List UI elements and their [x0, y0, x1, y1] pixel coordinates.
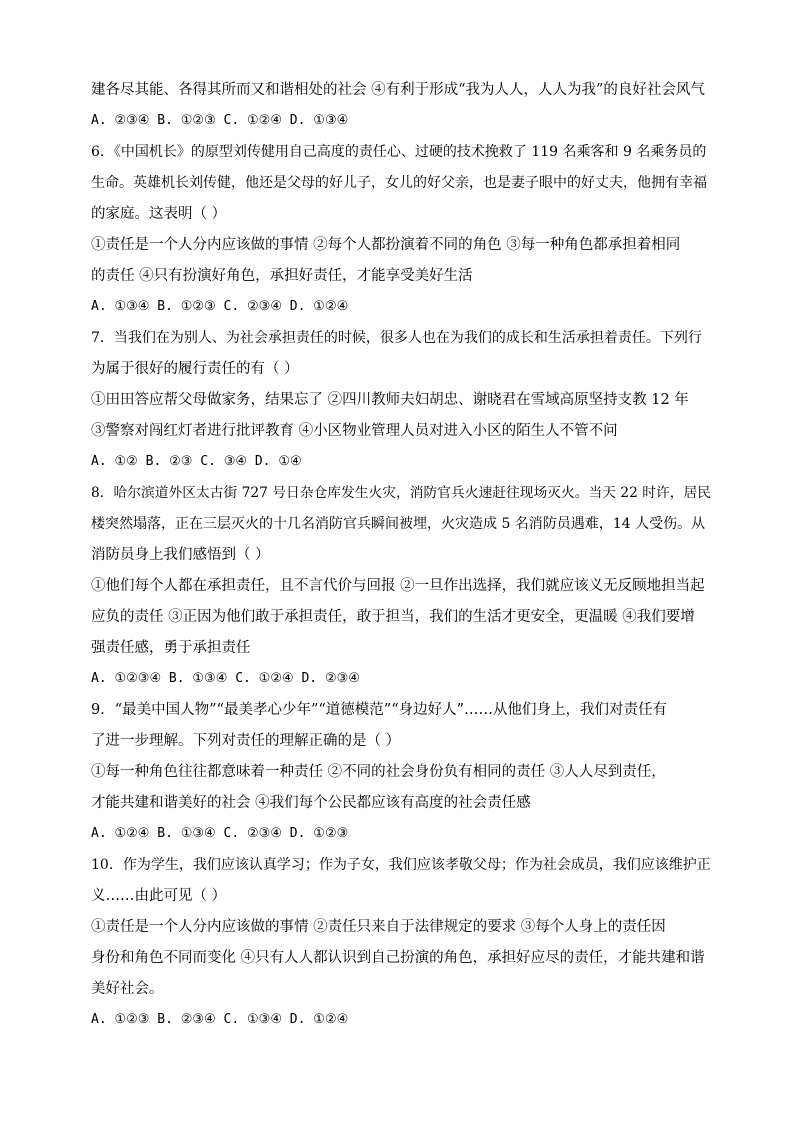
q6-options: A. ①③④ B. ①②③ C. ②③④ D. ①②④: [91, 299, 349, 314]
q10-text-line: 10．作为学生，我们应该认真学习；作为子女，我们应该孝敬父母；作为社会成员，我们应该维护正: [91, 857, 711, 873]
q7-text-line: 7．当我们在为别人、为社会承担责任的时候，很多人也在为我们的成长和生活承担着责任。下列行: [91, 330, 702, 346]
q10-statements: 美好社会。: [91, 981, 164, 997]
q8-text-line: 8．哈尔滨道外区太古街 727 号日杂仓库发生火灾，消防官兵火速赶往现场灭火。当天 22 时许，居民: [91, 485, 711, 501]
q8-statements: 应负的责任 ③正因为他们敢于承担责任，敢于担当，我们的生活才更安全，更温暖 ④我们要增: [91, 609, 695, 625]
q6-statements: 的责任 ④只有扮演好角色，承担好责任，才能享受美好生活: [91, 268, 473, 284]
q8-statements: 强责任感，勇于承担责任: [91, 640, 251, 656]
q6-statements: ①责任是一个人分内应该做的事情 ②每个人都扮演着不同的角色 ③每一种角色都承担着相同: [91, 237, 681, 253]
q9-options: A. ①②④ B. ①③④ C. ②③④ D. ①②③: [91, 826, 349, 841]
q10-text-line: 义……由此可见（ ）: [91, 888, 227, 904]
q6-text-line: 生命。英雄机长刘传健，他还是父母的好儿子，女儿的好父亲，也是妻子眼中的好丈夫，他拥有幸福: [91, 175, 707, 191]
q8-options: A. ①②③④ B. ①③④ C. ①②④ D. ②③④: [91, 671, 360, 686]
q5-options: A. ②③④ B. ①②③ C. ①②④ D. ①③④: [91, 113, 349, 128]
q10-options: A. ①②③ B. ②③④ C. ①③④ D. ①②④: [91, 1012, 349, 1027]
q5-text-line: 建各尽其能、各得其所而又和谐相处的社会 ④有利于形成“我为人人，人人为我”的良好社会风气: [91, 82, 705, 98]
q10-statements: 身份和角色不同而变化 ④只有人人都认识到自己扮演的角色，承担好应尽的责任，才能共建和谐: [91, 950, 705, 966]
q7-options: A. ①② B. ②③ C. ③④ D. ①④: [91, 454, 302, 469]
q6-text-line: 6．《中国机长》的原型刘传健用自己高度的责任心、过硬的技术挽救了 119 名乘客和 9 名乘务员的: [91, 144, 707, 160]
q9-text-line: 9．“最美中国人物”“最美孝心少年”“道德模范”“身边好人”……从他们身上，我们对责任有: [91, 702, 668, 718]
document-page: [91, 80, 711, 1041]
q7-text-line: 为属于很好的履行责任的有（ ）: [91, 361, 299, 377]
q8-statements: ①他们每个人都在承担责任，且不言代价与回报 ②一旦作出选择，我们就应该义无反顾地担当起: [91, 578, 705, 594]
q10-statements: ①责任是一个人分内应该做的事情 ②责任只来自于法律规定的要求 ③每个人身上的责任因: [91, 919, 666, 935]
q6-text-line: 的家庭。这表明（ ）: [91, 206, 227, 222]
q7-statements: ③警察对闯红灯者进行批评教育 ④小区物业管理人员对进入小区的陌生人不管不问: [91, 423, 618, 439]
q8-text-line: 楼突然塌落，正在三层灭火的十几名消防官兵瞬间被埋，火灾造成 5 名消防员遇难，14 人受伤。从: [91, 516, 706, 532]
q9-statements: 才能共建和谐美好的社会 ④我们每个公民都应该有高度的社会责任感: [91, 795, 531, 811]
q7-statements: ①田田答应帮父母做家务，结果忘了 ②四川教师夫妇胡忠、谢晓君在雪域高原坚持支教 12 年: [91, 392, 689, 408]
q8-text-line: 消防员身上我们感悟到（ ）: [91, 547, 270, 563]
q9-statements: ①每一种角色往往都意味着一种责任 ②不同的社会身份负有相同的责任 ③人人尽到责任，: [91, 764, 666, 780]
q9-text-line: 了进一步理解。下列对责任的理解正确的是（ ）: [91, 733, 401, 749]
